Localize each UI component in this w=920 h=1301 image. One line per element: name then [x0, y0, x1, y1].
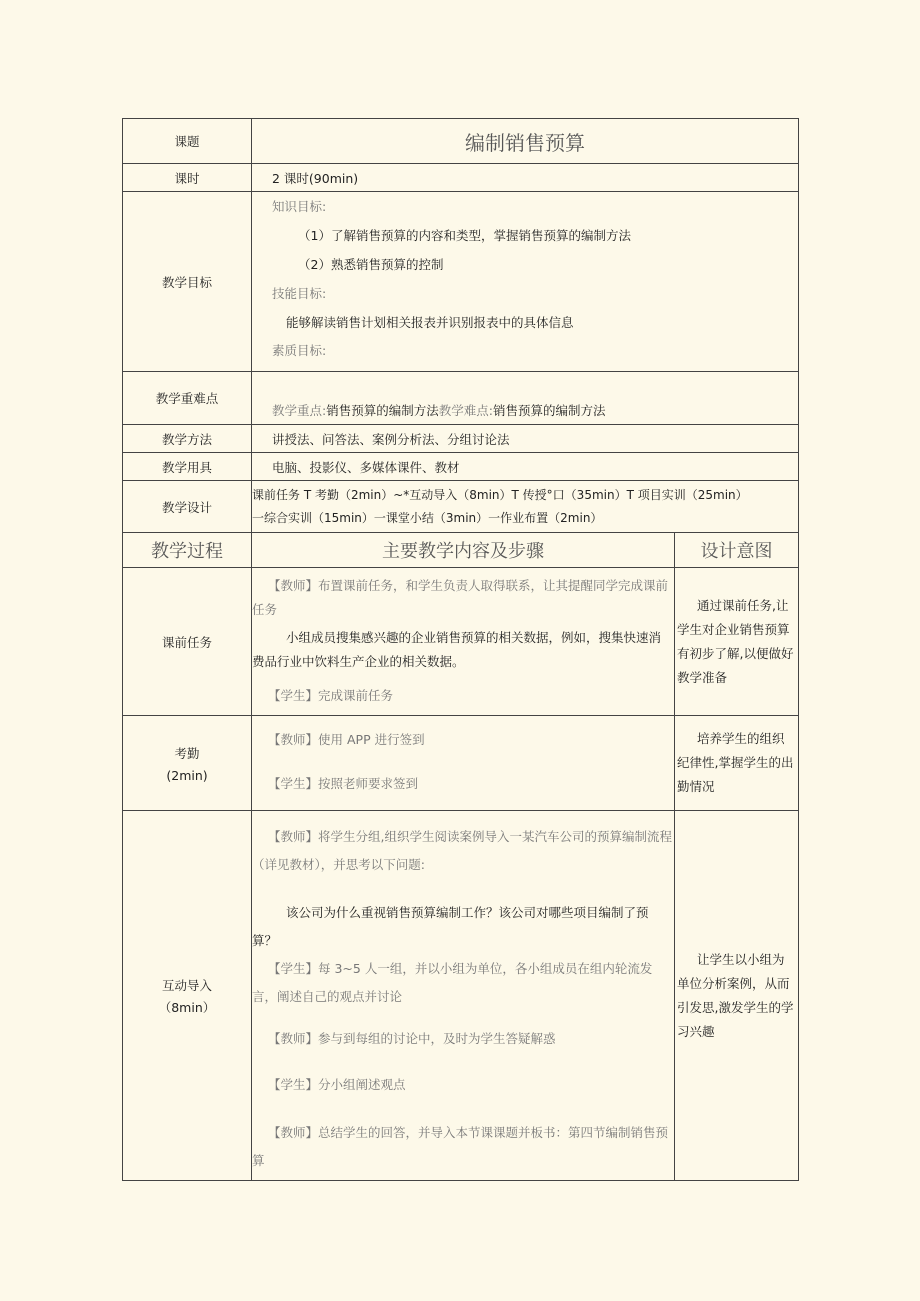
hours-value: 2 课时(90min) [252, 164, 799, 192]
design-label: 教学设计 [123, 481, 252, 533]
design-line-1: 课前任务 T 考勤（2min）~*互动导入（8min）T 传授°口（35min）T 项目实训（25min） [252, 487, 748, 502]
goals-content [252, 192, 799, 372]
design-row [123, 481, 799, 533]
process-intent: 让学生以小组为单位分析案例，从而引发思,激发学生的学习兴趣 [675, 811, 799, 1181]
goals-label: 教学目标 [123, 192, 252, 372]
process-item: 该公司为什么重视销售预算编制工作？该公司对哪些项目编制了预算？ [252, 905, 649, 948]
quality-title: 素质目标: [272, 343, 327, 358]
skill-title: 技能目标: [272, 286, 327, 301]
difficulty-label: 教学难点: [438, 403, 493, 418]
knowledge-item-2: （2）熟悉销售预算的控制 [298, 257, 444, 272]
process-item: 【学生】完成课前任务 [268, 688, 394, 703]
process-label-line-2: （8min） [158, 999, 216, 1015]
process-content [252, 568, 675, 716]
hours-row [123, 164, 799, 192]
topic-row [123, 119, 799, 164]
skill-item-1: 能够解读销售计划相关报表并识别报表中的具体信息 [286, 315, 574, 330]
process-item: 【教师】参与到每组的讨论中，及时为学生答疑解惑 [268, 1031, 556, 1046]
tools-value: 电脑、投影仪、多媒体课件、教材 [252, 453, 799, 481]
difficulty-value: 销售预算的编制方法 [492, 403, 606, 418]
process-item: 【教师】将学生分组,组织学生阅读案例导入一某汽车公司的预算编制流程（详见教材），并思考以下问题: [252, 829, 672, 872]
hours-label: 课时 [123, 164, 252, 192]
process-intent: 通过课前任务,让学生对企业销售预算有初步了解,以便做好教学准备 [675, 568, 799, 716]
process-content [252, 716, 675, 811]
process-item: 【学生】分小组阐述观点 [268, 1077, 406, 1092]
methods-label: 教学方法 [123, 425, 252, 453]
tools-label: 教学用具 [123, 453, 252, 481]
process-item: 【教师】使用 APP 进行签到 [268, 732, 425, 747]
methods-value: 讲授法、问答法、案例分析法、分组讨论法 [252, 425, 799, 453]
topic-value: 编制销售预算 [252, 119, 799, 164]
topic-label: 课题 [123, 119, 252, 164]
process-header-col2: 主要教学内容及步骤 [252, 533, 675, 568]
process-item: 【教师】总结学生的回答，并导入本节课课题并板书：第四节编制销售预算 [252, 1125, 669, 1168]
key-value: 销售预算的编制方法 [326, 403, 439, 418]
process-label-line-2: (2min) [166, 767, 208, 783]
lesson-plan-sheet [122, 118, 798, 1181]
process-label [123, 811, 252, 1181]
process-item: 【教师】布置课前任务，和学生负责人取得联系，让其提醒同学完成课前任务 [252, 578, 669, 617]
process-header-col3: 设计意图 [675, 533, 799, 568]
process-label: 课前任务 [123, 568, 252, 716]
keypoints-row [123, 372, 799, 425]
process-row [123, 811, 799, 1181]
process-row [123, 568, 799, 716]
process-intent: 培养学生的组织纪律性,掌握学生的出勤情况 [675, 716, 799, 811]
process-item: 小组成员搜集感兴趣的企业销售预算的相关数据，例如，搜集快速消费品行业中饮料生产企业的相关数据。 [252, 630, 662, 669]
process-header-row [123, 533, 799, 568]
process-item: 【学生】每 3~5 人一组，并以小组为单位，各小组成员在组内轮流发言，阐述自己的观点并讨论 [252, 961, 653, 1004]
knowledge-item-1: （1）了解销售预算的内容和类型，掌握销售预算的编制方法 [298, 228, 631, 243]
goals-row [123, 192, 799, 372]
lesson-plan-table [122, 118, 799, 1181]
process-label-line-1: 考勤 [174, 745, 200, 761]
knowledge-title: 知识目标: [272, 199, 327, 214]
process-item: 【学生】按照老师要求签到 [268, 776, 419, 791]
process-row [123, 716, 799, 811]
design-line-2: 一综合实训（15min）一课堂小结（3min）一作业布置（2min） [252, 510, 603, 525]
tools-row [123, 453, 799, 481]
keypoints-label: 教学重难点 [123, 372, 252, 425]
process-label-line-1: 互动导入 [161, 977, 212, 993]
design-content [252, 481, 799, 533]
keypoints-content [252, 372, 799, 425]
process-label [123, 716, 252, 811]
methods-row [123, 425, 799, 453]
process-header-col1: 教学过程 [123, 533, 252, 568]
process-content [252, 811, 675, 1181]
key-label: 教学重点: [272, 403, 327, 418]
